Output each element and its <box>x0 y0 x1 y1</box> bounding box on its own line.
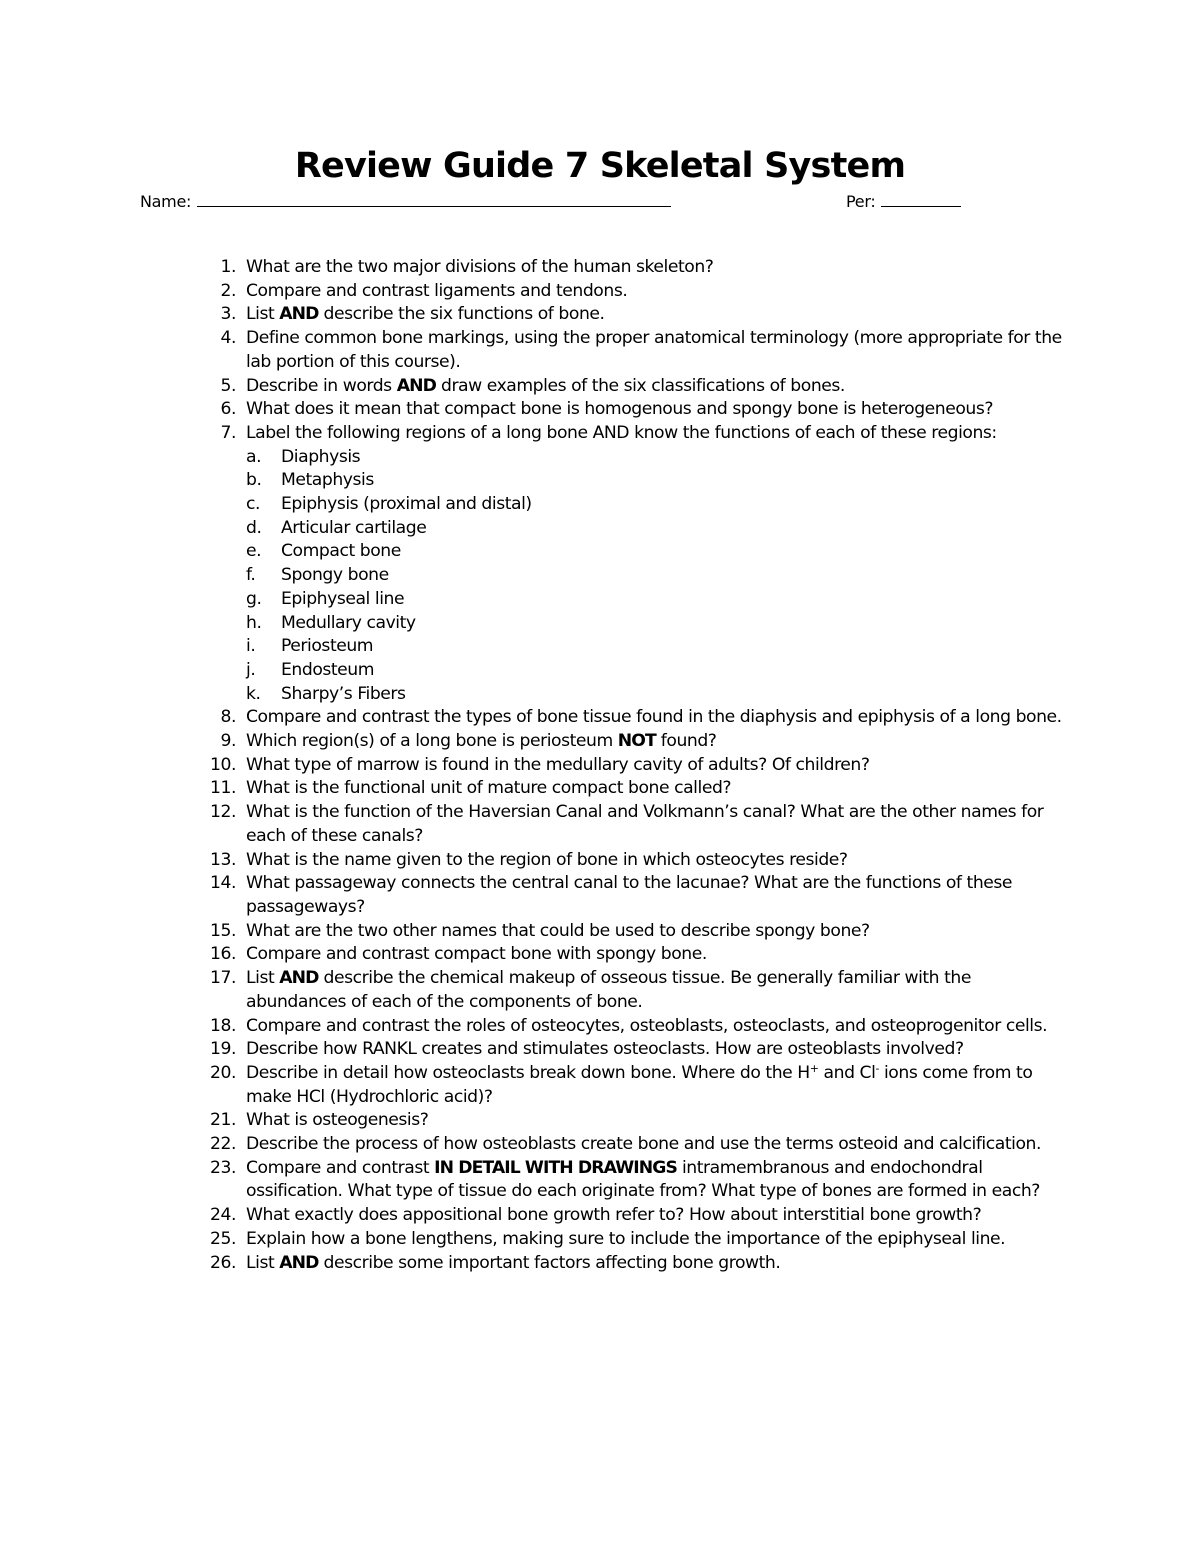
question-text: What is the function of the Haversian Canal and Volkmann’s canal? What are the other names for each of these canals? <box>246 802 1044 846</box>
question-text: Compare and contrast compact bone with spongy bone. <box>246 944 707 965</box>
sub-item-letter: b. <box>246 470 262 491</box>
question-text: Compare and contrast the roles of osteocytes, osteoblasts, osteoclasts, and osteoprogenitor cells. <box>246 1015 1048 1036</box>
sub-item <box>246 659 1076 683</box>
question-number: 26. <box>210 1252 236 1273</box>
question-text: What are the two major divisions of the human skeleton? <box>246 257 714 277</box>
question-number: 2. <box>220 280 236 301</box>
question-text: List <box>246 968 280 989</box>
question-item <box>210 872 1076 919</box>
question-text: Describe how RANKL creates and stimulates osteoclasts. How are osteoblasts involved? <box>246 1039 964 1060</box>
question-text: What does it mean that compact bone is homogenous and spongy bone is heterogeneous? <box>246 399 994 420</box>
question-text: Describe the process of how osteoblasts create bone and use the terms osteoid and calcification. <box>246 1134 1041 1155</box>
question-number: 8. <box>220 707 236 728</box>
question-item <box>210 1015 1076 1039</box>
question-number: 15. <box>210 920 236 941</box>
question-text: What exactly does appositional bone growth refer to? How about interstitial bone growth? <box>246 1205 982 1226</box>
question-number: 22. <box>210 1134 236 1155</box>
emphasis-text: AND <box>396 375 436 396</box>
emphasis-text: AND <box>279 304 319 325</box>
sub-item-letter: d. <box>246 517 262 538</box>
question-item <box>210 1109 1076 1133</box>
page-title: Review Guide 7 Skeletal System <box>294 146 906 186</box>
per-label: Per: <box>846 192 876 211</box>
question-number: 11. <box>210 778 236 799</box>
question-item <box>220 327 1076 374</box>
question-item <box>210 1133 1076 1157</box>
question-number: 13. <box>210 849 236 870</box>
question-item <box>210 943 1076 967</box>
question-text: What passageway connects the central canal to the lacunae? What are the functions of these passageways? <box>246 873 1013 917</box>
question-number: 6. <box>220 399 236 420</box>
question-text: and Cl <box>818 1062 876 1083</box>
sub-item <box>246 469 1076 493</box>
emphasis-text: AND <box>279 968 319 989</box>
question-number: 3. <box>220 304 236 325</box>
question-item <box>220 256 1076 280</box>
sub-item <box>246 540 1076 564</box>
question-number: 10. <box>210 754 236 775</box>
sub-item <box>246 564 1076 588</box>
question-item <box>220 398 1076 422</box>
sub-item-text: Periosteum <box>281 636 374 657</box>
long-bone-regions-list <box>246 446 1076 707</box>
name-label: Name: <box>140 192 192 211</box>
question-item <box>220 375 1076 399</box>
question-item <box>220 303 1076 327</box>
question-number: 4. <box>220 328 236 349</box>
question-text: Compare and contrast <box>246 1157 435 1178</box>
question-text: draw examples of the six classifications of bones. <box>435 375 845 396</box>
question-item <box>210 1061 1076 1109</box>
sub-item-letter: i. <box>246 636 256 657</box>
question-number: 14. <box>210 873 236 894</box>
sub-item-letter: g. <box>246 588 262 609</box>
question-item <box>210 754 1076 778</box>
sub-item <box>246 612 1076 636</box>
question-text: intramembranous and endochondral ossification. What type of tissue do each originate from? What type of bones are formed in each? <box>246 1157 1040 1202</box>
per-blank-line[interactable] <box>881 190 961 207</box>
question-item <box>220 280 1076 304</box>
question-number: 25. <box>210 1228 236 1249</box>
sub-item <box>246 588 1076 612</box>
question-text: List <box>246 1252 280 1273</box>
question-item <box>220 706 1076 730</box>
question-number: 21. <box>210 1110 236 1131</box>
question-number: 18. <box>210 1015 236 1036</box>
question-text: What is the name given to the region of bone in which osteocytes reside? <box>246 849 848 870</box>
sub-item-text: Compact bone <box>281 541 401 562</box>
superscript-plus: + <box>809 1061 819 1075</box>
sub-item-letter: j. <box>246 659 256 680</box>
superscript-minus: - <box>875 1061 879 1075</box>
question-item <box>210 849 1076 873</box>
sub-item <box>246 446 1076 470</box>
question-text: Describe in words <box>246 375 397 396</box>
sub-item <box>246 683 1076 707</box>
question-item <box>220 730 1076 754</box>
question-list <box>210 256 1076 1275</box>
emphasis-text: IN DETAIL WITH DRAWINGS <box>434 1157 677 1178</box>
question-item <box>210 1038 1076 1062</box>
question-item <box>210 1204 1076 1228</box>
question-item <box>220 422 1076 706</box>
question-text: describe the six functions of bone. <box>318 304 605 325</box>
emphasis-text: AND <box>279 1252 319 1273</box>
sub-item-text: Metaphysis <box>281 470 374 491</box>
question-text: Label the following regions of a long bone AND know the functions of each of these regions: <box>246 422 997 443</box>
question-text: describe the chemical makeup of osseous tissue. Be generally familiar with the abundances of each of the components of bone. <box>246 968 971 1012</box>
question-number: 17. <box>210 968 236 989</box>
question-number: 1. <box>220 257 236 277</box>
emphasis-text: NOT <box>617 731 656 752</box>
sub-item-letter: f. <box>246 565 256 586</box>
question-text: What type of marrow is found in the medullary cavity of adults? Of children? <box>246 754 870 775</box>
sub-item-text: Endosteum <box>281 659 375 680</box>
question-text: Compare and contrast the types of bone tissue found in the diaphysis and epiphysis of a long bone. <box>246 707 1062 728</box>
period-field <box>846 190 961 213</box>
sub-item-text: Sharpy’s Fibers <box>281 683 406 704</box>
name-field <box>140 190 671 213</box>
question-text: ions come from to make HCl (Hydrochloric acid)? <box>246 1062 1033 1107</box>
question-number: 19. <box>210 1039 236 1060</box>
question-text: Explain how a bone lengthens, making sure to include the importance of the epiphyseal line. <box>246 1228 1006 1249</box>
question-item <box>210 1157 1076 1204</box>
sub-item <box>246 635 1076 659</box>
question-item <box>210 1252 1076 1276</box>
question-item <box>210 777 1076 801</box>
question-number: 9. <box>220 731 236 752</box>
sub-item-letter: e. <box>246 541 262 562</box>
question-text: What is osteogenesis? <box>246 1110 429 1131</box>
sub-item <box>246 517 1076 541</box>
name-blank-line[interactable] <box>197 190 671 207</box>
sub-item-letter: h. <box>246 612 262 633</box>
question-text: Describe in detail how osteoclasts break down bone. Where do the H <box>246 1062 810 1083</box>
question-item <box>210 1228 1076 1252</box>
sub-item <box>246 493 1076 517</box>
question-text: describe some important factors affecting bone growth. <box>318 1252 781 1273</box>
question-text: found? <box>655 731 717 752</box>
question-item <box>210 801 1076 848</box>
sub-item-text: Diaphysis <box>281 446 361 467</box>
sub-item-text: Articular cartilage <box>281 517 427 538</box>
question-text: Which region(s) of a long bone is periosteum <box>246 731 618 752</box>
question-text: Compare and contrast ligaments and tendons. <box>246 280 628 301</box>
question-number: 7. <box>220 422 236 443</box>
question-text: What are the two other names that could be used to describe spongy bone? <box>246 920 870 941</box>
sub-item-text: Spongy bone <box>281 565 389 586</box>
question-text: What is the functional unit of mature compact bone called? <box>246 778 732 799</box>
sub-item-text: Epiphyseal line <box>281 588 405 609</box>
question-text: List <box>246 304 280 325</box>
sub-item-text: Medullary cavity <box>281 612 416 633</box>
sub-item-letter: a. <box>246 446 262 467</box>
question-number: 24. <box>210 1205 236 1226</box>
question-number: 16. <box>210 944 236 965</box>
sub-item-text: Epiphysis (proximal and distal) <box>281 494 532 515</box>
question-text: Define common bone markings, using the proper anatomical terminology (more appropriate for the lab portion of this course). <box>246 328 1062 372</box>
question-number: 5. <box>220 375 236 396</box>
question-item <box>210 967 1076 1014</box>
sub-item-letter: k. <box>246 683 261 704</box>
question-number: 12. <box>210 802 236 823</box>
question-number: 23. <box>210 1157 236 1178</box>
sub-item-letter: c. <box>246 494 261 515</box>
question-item <box>210 920 1076 944</box>
question-number: 20. <box>210 1062 236 1083</box>
